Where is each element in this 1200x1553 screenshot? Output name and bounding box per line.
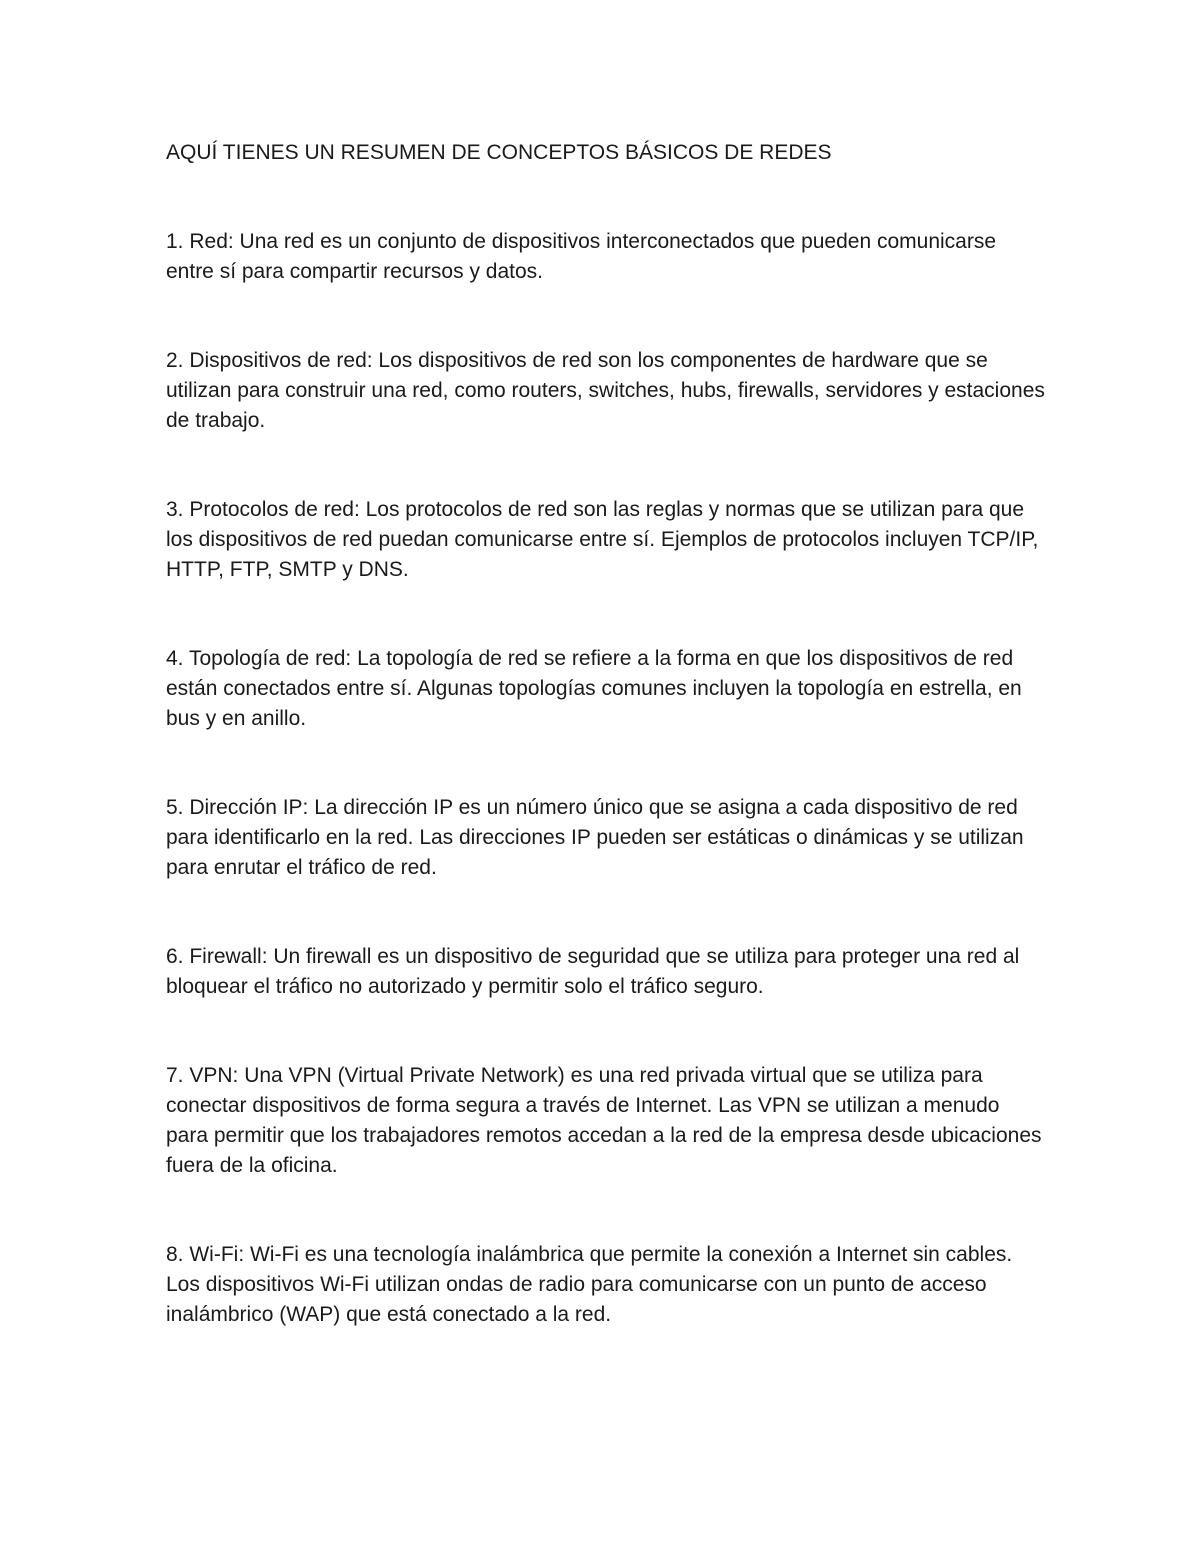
paragraph-vpn: 7. VPN: Una VPN (Virtual Private Network) es una red privada virtual que se utiliza para conectar dispositivos de forma segura a través de Internet. Las VPN se utilizan a menudo para permitir que los trabajadores remotos accedan a la red de la empresa desde ubicaciones fuera de la oficina. — [166, 1064, 1042, 1177]
paragraph-protocolos-de-red: 3. Protocolos de red: Los protocolos de red son las reglas y normas que se utilizan para que los dispositivos de red puedan comunicarse entre sí. Ejemplos de protocolos incluyen TCP/IP, HTTP, FTP, SMTP y DNS. — [166, 498, 1039, 581]
paragraph-wi-fi: 8. Wi-Fi: Wi-Fi es una tecnología inalámbrica que permite la conexión a Internet sin cables. Los dispositivos Wi-Fi utilizan ondas de radio para comunicarse con un punto de acceso inalámbrico (WAP) que está conectado a la red. — [166, 1243, 1013, 1326]
document-title: AQUÍ TIENES UN RESUMEN DE CONCEPTOS BÁSICOS DE REDES — [166, 141, 832, 164]
paragraph-dispositivos-de-red: 2. Dispositivos de red: Los dispositivos de red son los componentes de hardware que se utilizan para construir una red, como routers, switches, hubs, firewalls, servidores y estaciones de trabajo. — [166, 349, 1045, 432]
paragraph-red: 1. Red: Una red es un conjunto de dispositivos interconectados que pueden comunicarse entre sí para compartir recursos y datos. — [166, 230, 997, 283]
paragraph-direccion-ip: 5. Dirección IP: La dirección IP es un número único que se asigna a cada dispositivo de red para identificarlo en la red. Las direcciones IP pueden ser estáticas o dinámicas y se utilizan para enrutar el tráfico de red. — [166, 796, 1024, 879]
paragraph-firewall: 6. Firewall: Un firewall es un dispositivo de seguridad que se utiliza para proteger una red al bloquear el tráfico no autorizado y permitir solo el tráfico seguro. — [166, 945, 1020, 998]
document-body — [166, 138, 1046, 1330]
paragraph-topologia-de-red: 4. Topología de red: La topología de red se refiere a la forma en que los dispositivos de red están conectados entre sí. Algunas topologías comunes incluyen la topología en estrella, en bus y en anillo. — [166, 647, 1022, 730]
